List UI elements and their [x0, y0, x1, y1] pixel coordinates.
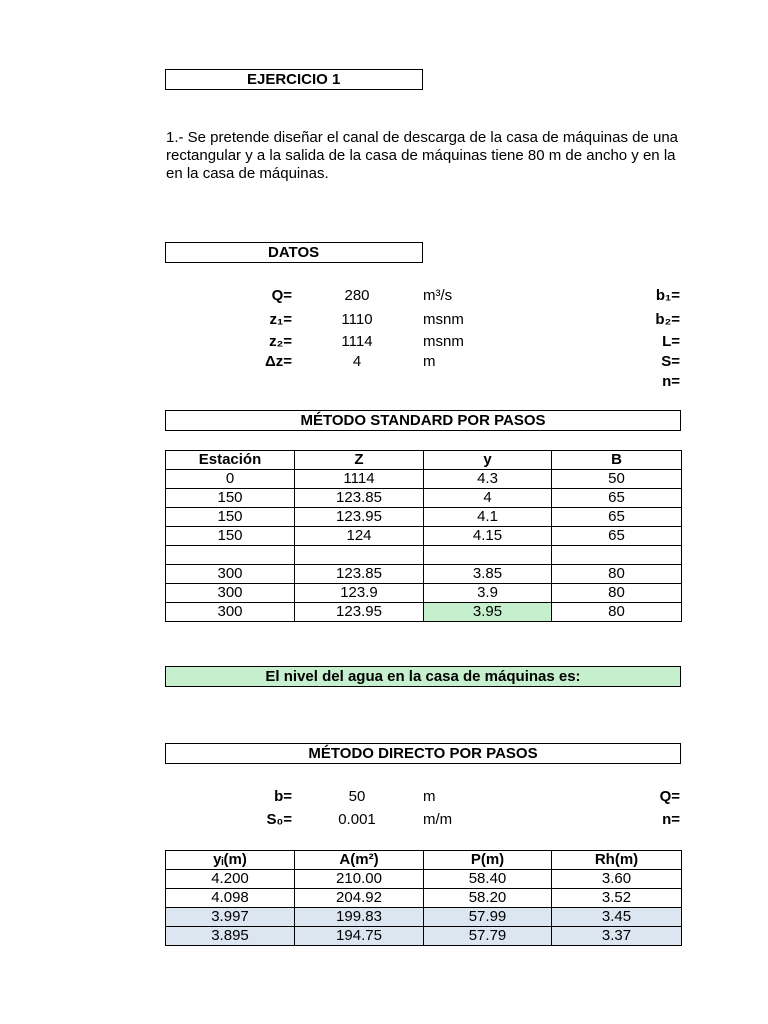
cell: 80 — [552, 584, 682, 603]
cell: 58.40 — [424, 870, 552, 889]
header-z: Z — [295, 451, 424, 470]
header-y: y — [424, 451, 552, 470]
header-estacion: Estación — [166, 451, 295, 470]
cell: 300 — [166, 584, 295, 603]
cell: 150 — [166, 508, 295, 527]
b-value: 50 — [348, 788, 366, 805]
header-perimeter: P(m) — [424, 851, 552, 870]
cell: 123.9 — [295, 584, 424, 603]
cell: 80 — [552, 565, 682, 584]
cell: 123.85 — [295, 489, 424, 508]
table-row — [166, 584, 682, 603]
table-row — [166, 489, 682, 508]
table-row — [166, 889, 682, 908]
cell — [295, 546, 424, 565]
table-row — [166, 470, 682, 489]
exercise-title-box — [165, 69, 423, 90]
cell: 65 — [552, 527, 682, 546]
cell: 150 — [166, 527, 295, 546]
cell: 3.37 — [552, 927, 682, 946]
cell: 4.15 — [424, 527, 552, 546]
q-right-label: Q= — [659, 788, 680, 805]
cell: 4.200 — [166, 870, 295, 889]
cell: 3.895 — [166, 927, 295, 946]
standard-table — [165, 450, 682, 622]
cell — [424, 546, 552, 565]
directo-title-box — [165, 743, 681, 764]
table-row — [166, 565, 682, 584]
cell: 80 — [552, 603, 682, 622]
cell: 3.85 — [424, 565, 552, 584]
s0-label: S₀= — [266, 811, 292, 828]
s-label: S= — [661, 353, 680, 370]
cell: 199.83 — [295, 908, 424, 927]
q-unit: m³/s — [423, 287, 453, 304]
standard-title-box — [165, 410, 681, 431]
cell: 3.997 — [166, 908, 295, 927]
cell: 123.85 — [295, 565, 424, 584]
table-header-row — [166, 451, 682, 470]
cell: 123.95 — [295, 508, 424, 527]
problem-statement — [166, 129, 686, 183]
cell: 124 — [295, 527, 424, 546]
table-row — [166, 870, 682, 889]
water-level-text: El nivel del agua en la casa de máquinas es: — [265, 668, 581, 685]
header-area: A(m²) — [295, 851, 424, 870]
q-label: Q= — [271, 287, 292, 304]
cell: 3.60 — [552, 870, 682, 889]
cell: 0 — [166, 470, 295, 489]
table-header-row — [166, 851, 682, 870]
s0-value: 0.001 — [338, 811, 376, 828]
standard-title: MÉTODO STANDARD POR PASOS — [300, 412, 546, 429]
cell: 210.00 — [295, 870, 424, 889]
cell: 4 — [424, 489, 552, 508]
z1-unit: msnm — [423, 311, 464, 328]
n-label: n= — [662, 373, 680, 390]
n-right-label: n= — [662, 811, 680, 828]
cell: 4.098 — [166, 889, 295, 908]
dz-label: Δz= — [264, 353, 292, 370]
highlighted-cell: 3.95 — [424, 603, 552, 622]
cell: 300 — [166, 565, 295, 584]
cell: 204.92 — [295, 889, 424, 908]
z2-value: 1114 — [341, 333, 373, 350]
cell: 4.1 — [424, 508, 552, 527]
cell: 57.79 — [424, 927, 552, 946]
table-row — [166, 508, 682, 527]
cell: 123.95 — [295, 603, 424, 622]
cell: 300 — [166, 603, 295, 622]
z2-label: z₂= — [269, 333, 292, 350]
q-value: 280 — [344, 287, 370, 304]
cell: 4.3 — [424, 470, 552, 489]
table-row-highlighted — [166, 927, 682, 946]
directo-table — [165, 850, 682, 946]
cell: 194.75 — [295, 927, 424, 946]
cell: 150 — [166, 489, 295, 508]
header-yi: yᵢ(m) — [166, 851, 295, 870]
datos-title-box — [165, 242, 423, 263]
cell: 57.99 — [424, 908, 552, 927]
s0-unit: m/m — [423, 811, 453, 828]
header-b: B — [552, 451, 682, 470]
cell: 65 — [552, 489, 682, 508]
z1-value: 1110 — [341, 311, 373, 328]
cell — [166, 546, 295, 565]
b-unit: m — [423, 788, 436, 805]
b2-label: b₂= — [655, 311, 680, 328]
problem-line-2: rectangular y a la salida de la casa de máquinas tiene 80 m de ancho y en la — [166, 147, 676, 164]
problem-line-3: en la casa de máquinas. — [166, 165, 329, 182]
z1-label: z₁= — [269, 311, 292, 328]
table-row-highlighted — [166, 908, 682, 927]
b-label: b= — [274, 788, 292, 805]
table-row — [166, 527, 682, 546]
table-row-empty — [166, 546, 682, 565]
header-rh: Rh(m) — [552, 851, 682, 870]
cell: 50 — [552, 470, 682, 489]
dz-unit: m — [423, 353, 436, 370]
cell: 65 — [552, 508, 682, 527]
cell: 1114 — [295, 470, 424, 489]
cell: 3.9 — [424, 584, 552, 603]
directo-title: MÉTODO DIRECTO POR PASOS — [308, 745, 538, 762]
datos-title: DATOS — [268, 244, 320, 261]
cell: 58.20 — [424, 889, 552, 908]
cell: 3.52 — [552, 889, 682, 908]
exercise-title: EJERCICIO 1 — [247, 71, 341, 88]
cell — [552, 546, 682, 565]
l-label: L= — [662, 333, 680, 350]
dz-value: 4 — [352, 353, 362, 370]
problem-line-1: 1.- Se pretende diseñar el canal de descarga de la casa de máquinas de una — [166, 129, 679, 146]
b1-label: b₁= — [655, 287, 680, 304]
z2-unit: msnm — [423, 333, 464, 350]
table-row — [166, 603, 682, 622]
water-level-banner — [165, 666, 681, 687]
cell: 3.45 — [552, 908, 682, 927]
